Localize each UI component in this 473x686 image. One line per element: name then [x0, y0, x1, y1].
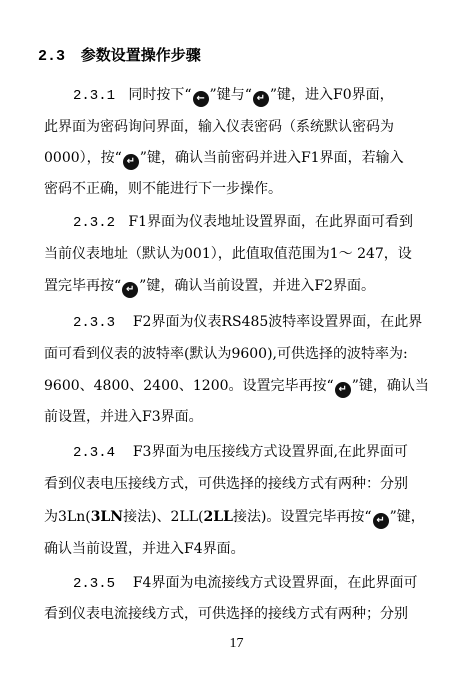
p3-line-1 — [73, 311, 422, 331]
p4-line-3 — [44, 506, 425, 529]
subsection-number: 2.3.5 — [73, 576, 116, 592]
text: 0000），按“ — [44, 150, 122, 166]
enter-key-icon: ↵ — [335, 382, 351, 398]
text: 置完毕再按“ — [44, 278, 122, 294]
text: ”键， — [389, 509, 425, 525]
section-title: 参数设置操作步骤 — [80, 46, 201, 64]
subsection-number: 2.3.1 — [73, 88, 116, 104]
text: F2界面为仪表RS485波特率设置界面，在此界 — [132, 314, 423, 330]
p5-line-2: 看到仪表电流接线方式，可供选择的接线方式有两种；分别 — [44, 606, 408, 622]
text: 2LL — [203, 509, 233, 525]
p4-line-1 — [73, 441, 408, 461]
p2-line-3 — [44, 275, 375, 298]
text: F3界面为电压接线方式设置界面,在此界面可 — [132, 444, 408, 460]
p1-line-1 — [73, 84, 394, 107]
p2-line-2: 当前仪表地址（默认为001），此值取值范围为1～ 247，设 — [44, 246, 412, 262]
text: 同时按下“ — [128, 87, 192, 103]
text: ”键，确认当前设置，并进入F2界面。 — [139, 278, 375, 294]
enter-key-icon: ↵ — [253, 91, 269, 107]
text: ”键，确认当 — [351, 378, 429, 394]
section-number: 2.3 — [38, 48, 66, 65]
p1-line-2: 此界面为密码询问界面，输入仪表密码（系统默认密码为 — [44, 119, 394, 135]
text: 接法)、2LL( — [123, 509, 204, 525]
enter-key-icon: ↵ — [122, 282, 138, 298]
p1-line-4: 密码不正确，则不能进行下一步操作。 — [44, 181, 282, 197]
p3-line-2: 面可看到仪表的波特率(默认为9600),可供选择的波特率为: — [44, 346, 408, 362]
text: 3LN — [90, 509, 124, 525]
p2-line-1 — [73, 211, 413, 231]
section-heading — [38, 44, 201, 65]
subsection-number: 2.3.4 — [73, 445, 116, 461]
p5-line-1 — [73, 572, 417, 592]
text: ”键，进入F0界面， — [269, 87, 394, 103]
text: ”键与“ — [209, 87, 252, 103]
text: 9600、4800、2400、1200。设置完毕再按“ — [44, 378, 334, 394]
text: 接法)。设置完毕再按“ — [232, 509, 372, 525]
p3-line-4: 前设置，并进入F3界面。 — [44, 409, 203, 425]
text: F4界面为电流接线方式设置界面，在此界面可 — [132, 575, 418, 591]
text: F1界面为仪表地址设置界面，在此界面可看到 — [128, 214, 413, 230]
p4-line-2: 看到仪表电压接线方式，可供选择的接线方式有两种：分别 — [44, 476, 408, 492]
text: 为3Ln( — [44, 509, 91, 525]
text: ”键，确认当前密码并进入F1界面，若输入 — [139, 150, 404, 166]
p3-line-3 — [44, 375, 429, 398]
enter-key-icon: ↵ — [123, 154, 139, 170]
left-arrow-key-icon: ← — [193, 91, 209, 107]
p4-line-4: 确认当前设置，并进入F4界面。 — [44, 541, 245, 557]
subsection-number: 2.3.2 — [73, 215, 116, 231]
enter-key-icon: ↵ — [373, 513, 389, 529]
subsection-number: 2.3.3 — [73, 315, 116, 331]
page-number: 17 — [229, 636, 244, 651]
p1-line-3 — [44, 147, 404, 170]
